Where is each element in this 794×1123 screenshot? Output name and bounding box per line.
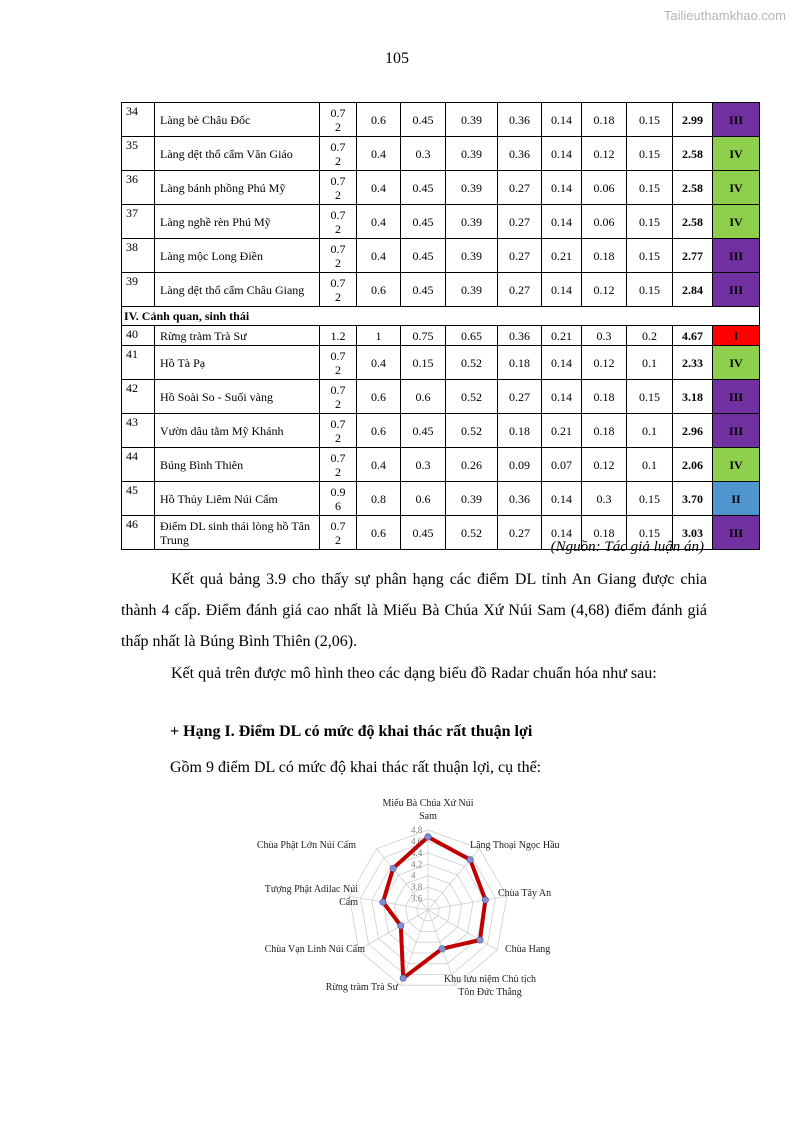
cell-score: 0.27 — [498, 380, 542, 414]
cell-rank: I — [713, 326, 760, 346]
cell-score: 0.45 — [401, 171, 446, 205]
cell-score: 0.7 2 — [320, 346, 357, 380]
cell-score: 0.39 — [446, 205, 498, 239]
category-label: Tượng Phật Adilac Núi Cấm — [264, 884, 358, 908]
cell-score: 0.14 — [542, 516, 582, 550]
cell-score: 0.36 — [498, 137, 542, 171]
cell-score: 0.27 — [498, 171, 542, 205]
watermark: Tailieuthamkhao.com — [663, 8, 786, 23]
cell-score: 0.14 — [542, 137, 582, 171]
cell-score: 0.15 — [627, 380, 673, 414]
data-point — [482, 897, 488, 903]
cell-score: 0.12 — [582, 137, 627, 171]
cell-score: 0.7 2 — [320, 380, 357, 414]
cell-number: 37 — [122, 205, 155, 239]
cell-score: 0.52 — [446, 414, 498, 448]
category-label: Lăng Thoại Ngọc Hầu — [470, 840, 560, 851]
table-row — [122, 346, 760, 380]
cell-score: 0.6 — [357, 516, 401, 550]
cell-score: 0.15 — [627, 103, 673, 137]
cell-score: 1 — [357, 326, 401, 346]
tick-label: 4 — [411, 870, 416, 881]
cell-score: 0.1 — [627, 448, 673, 482]
cell-score: 0.6 — [357, 380, 401, 414]
cell-score: 0.09 — [498, 448, 542, 482]
cell-name: Rừng tràm Trà Sư — [155, 326, 320, 346]
cell-score: 0.39 — [446, 482, 498, 516]
cell-score: 0.18 — [582, 414, 627, 448]
cell-score: 0.36 — [498, 482, 542, 516]
table-row — [122, 239, 760, 273]
cell-score: 0.18 — [582, 239, 627, 273]
data-point — [398, 923, 404, 929]
cell-number: 43 — [122, 414, 155, 448]
cell-name: Làng nghề rèn Phú Mỹ — [155, 205, 320, 239]
cell-score: 0.15 — [627, 239, 673, 273]
cell-name: Hồ Thủy Liêm Núi Cấm — [155, 482, 320, 516]
cell-score: 0.36 — [498, 103, 542, 137]
source-note: (Nguồn: Tác giả luận án) — [550, 539, 704, 555]
cell-score: 0.6 — [357, 414, 401, 448]
cell-name: Làng bè Châu Đốc — [155, 103, 320, 137]
cell-score: 0.21 — [542, 414, 582, 448]
tick-label: 4.8 — [411, 825, 423, 835]
cell-rank: IV — [713, 205, 760, 239]
cell-score: 0.15 — [627, 482, 673, 516]
cell-name: Vườn dâu tằm Mỹ Khánh — [155, 414, 320, 448]
cell-score: 0.4 — [357, 205, 401, 239]
category-label: Chùa Phật Lớn Núi Cấm — [256, 840, 356, 851]
cell-score: 0.12 — [582, 448, 627, 482]
cell-number: 44 — [122, 448, 155, 482]
cell-rank: III — [713, 380, 760, 414]
radar-chart — [250, 792, 610, 1007]
tick-label: 3.8 — [411, 882, 423, 893]
table-row — [122, 171, 760, 205]
cell-rank: IV — [713, 171, 760, 205]
cell-total: 3.03 — [673, 516, 713, 550]
cell-score: 0.15 — [627, 171, 673, 205]
cell-score: 0.21 — [542, 239, 582, 273]
tick-label: 4.4 — [411, 847, 423, 858]
data-point — [425, 834, 431, 840]
cell-score: 0.3 — [401, 448, 446, 482]
cell-name: Hồ Tà Pạ — [155, 346, 320, 380]
cell-score: 0.7 2 — [320, 171, 357, 205]
category-label: Chùa Vạn Linh Núi Cấm — [264, 944, 365, 955]
data-point — [439, 946, 445, 952]
cell-score: 0.2 — [627, 326, 673, 346]
cell-score: 0.65 — [446, 326, 498, 346]
table-row — [122, 273, 760, 307]
cell-score: 0.15 — [627, 516, 673, 550]
cell-score: 0.14 — [542, 482, 582, 516]
cell-total: 2.58 — [673, 205, 713, 239]
category-label: Rừng tràm Trà Sư — [325, 982, 398, 993]
cell-score: 0.7 2 — [320, 239, 357, 273]
cell-score: 0.15 — [627, 273, 673, 307]
cell-name: Điểm DL sinh thái lòng hồ Tân Trung — [155, 516, 320, 550]
cell-rank: III — [713, 273, 760, 307]
cell-score: 0.75 — [401, 326, 446, 346]
cell-score: 0.14 — [542, 205, 582, 239]
cell-score: 0.7 2 — [320, 448, 357, 482]
data-point — [380, 899, 386, 905]
cell-score: 0.6 — [357, 103, 401, 137]
cell-name: Làng mộc Long Điền — [155, 239, 320, 273]
cell-score: 0.1 — [627, 346, 673, 380]
cell-score: 0.7 2 — [320, 205, 357, 239]
cell-total: 2.96 — [673, 414, 713, 448]
cell-score: 0.45 — [401, 414, 446, 448]
cell-score: 0.9 6 — [320, 482, 357, 516]
cell-number: 36 — [122, 171, 155, 205]
cell-score: 0.06 — [582, 205, 627, 239]
cell-total: 2.58 — [673, 137, 713, 171]
cell-name: Búng Bình Thiên — [155, 448, 320, 482]
intro-text: Gồm 9 điểm DL có mức độ khai thác rất thuận lợi, cụ thể: — [170, 759, 542, 776]
cell-score: 0.45 — [401, 205, 446, 239]
cell-score: 0.4 — [357, 448, 401, 482]
table-row — [122, 103, 760, 137]
cell-total: 4.67 — [673, 326, 713, 346]
cell-score: 0.45 — [401, 239, 446, 273]
cell-score: 0.27 — [498, 205, 542, 239]
cell-name: Làng dệt thổ cẩm Văn Giáo — [155, 137, 320, 171]
cell-number: 45 — [122, 482, 155, 516]
paragraph-results: Kết quả bảng 3.9 cho thấy sự phân hạng các điểm DL tỉnh An Giang được chia thành 4 cấp. Điểm đánh giá cao nhất là Miếu Bà Chúa Xứ Núi Sam (4,68) điểm đánh giá thấp nhất là Búng Bình Thiên (2,06). — [121, 571, 707, 650]
cell-score: 0.14 — [542, 380, 582, 414]
table-row — [122, 380, 760, 414]
cell-score: 0.15 — [627, 205, 673, 239]
scoring-table — [121, 102, 760, 550]
cell-score: 0.6 — [357, 273, 401, 307]
cell-number: 46 — [122, 516, 155, 550]
table-row — [122, 414, 760, 448]
cell-number: 38 — [122, 239, 155, 273]
tick-label: 3.6 — [411, 893, 423, 904]
cell-total: 2.06 — [673, 448, 713, 482]
cell-rank: III — [713, 239, 760, 273]
cell-rank: IV — [713, 346, 760, 380]
cell-score: 0.6 — [401, 380, 446, 414]
cell-score: 0.14 — [542, 103, 582, 137]
section-heading: + Hạng I. Điểm DL có mức độ khai thác rất thuận lợi — [170, 723, 533, 740]
cell-number: 34 — [122, 103, 155, 137]
data-point — [400, 975, 406, 981]
cell-name: Làng dệt thổ cẩm Châu Giang — [155, 273, 320, 307]
cell-score: 0.21 — [542, 326, 582, 346]
cell-rank: IV — [713, 137, 760, 171]
cell-score: 0.18 — [582, 103, 627, 137]
cell-score: 0.18 — [498, 346, 542, 380]
cell-score: 0.15 — [401, 346, 446, 380]
cell-total: 3.18 — [673, 380, 713, 414]
cell-score: 0.14 — [542, 273, 582, 307]
cell-score: 0.18 — [498, 414, 542, 448]
cell-score: 0.4 — [357, 137, 401, 171]
cell-number: 42 — [122, 380, 155, 414]
cell-score: 0.36 — [498, 326, 542, 346]
cell-score: 0.7 2 — [320, 137, 357, 171]
page-number: 105 — [385, 50, 409, 67]
cell-score: 0.4 — [357, 171, 401, 205]
tick-label: 4.2 — [411, 859, 423, 870]
tick-label: 4.6 — [411, 836, 423, 847]
cell-score: 0.18 — [582, 380, 627, 414]
cell-score: 0.39 — [446, 273, 498, 307]
cell-score: 0.27 — [498, 273, 542, 307]
cell-score: 0.14 — [542, 171, 582, 205]
cell-score: 0.18 — [582, 516, 627, 550]
cell-number: 39 — [122, 273, 155, 307]
cell-score: 0.15 — [627, 137, 673, 171]
table-row — [122, 326, 760, 346]
table-row — [122, 137, 760, 171]
cell-score: 0.12 — [582, 346, 627, 380]
table-row — [122, 482, 760, 516]
cell-total: 2.58 — [673, 171, 713, 205]
cell-rank: III — [713, 414, 760, 448]
cell-number: 41 — [122, 346, 155, 380]
cell-name: Làng bánh phồng Phú Mỹ — [155, 171, 320, 205]
section-row — [122, 307, 760, 326]
cell-total: 2.99 — [673, 103, 713, 137]
category-label: Chùa Hang — [505, 944, 551, 955]
category-label: Chùa Tây An — [498, 888, 552, 899]
section-title: IV. Cảnh quan, sinh thái — [122, 307, 760, 326]
cell-number: 40 — [122, 326, 155, 346]
cell-rank: IV — [713, 448, 760, 482]
cell-rank: III — [713, 103, 760, 137]
cell-score: 0.45 — [401, 103, 446, 137]
cell-score: 0.39 — [446, 239, 498, 273]
table-row — [122, 205, 760, 239]
cell-score: 0.39 — [446, 137, 498, 171]
table-row — [122, 448, 760, 482]
cell-total: 3.70 — [673, 482, 713, 516]
cell-score: 0.6 — [401, 482, 446, 516]
cell-score: 0.39 — [446, 171, 498, 205]
cell-score: 0.52 — [446, 516, 498, 550]
cell-score: 0.39 — [446, 103, 498, 137]
paragraph-radar-intro: Kết quả trên được mô hình theo các dạng biểu đồ Radar chuẩn hóa như sau: — [171, 665, 657, 682]
category-label: Khu lưu niệm Chủ tịch Tôn Đức Thắng — [443, 974, 537, 998]
cell-rank: II — [713, 482, 760, 516]
cell-total: 2.77 — [673, 239, 713, 273]
cell-score: 0.1 — [627, 414, 673, 448]
cell-score: 0.26 — [446, 448, 498, 482]
data-point — [477, 937, 483, 943]
cell-total: 2.84 — [673, 273, 713, 307]
cell-score: 0.27 — [498, 516, 542, 550]
cell-score: 0.14 — [542, 346, 582, 380]
cell-score: 0.7 2 — [320, 103, 357, 137]
cell-score: 0.3 — [582, 326, 627, 346]
cell-score: 1.2 — [320, 326, 357, 346]
cell-number: 35 — [122, 137, 155, 171]
cell-score: 0.45 — [401, 273, 446, 307]
cell-score: 0.12 — [582, 273, 627, 307]
cell-score: 0.8 — [357, 482, 401, 516]
cell-score: 0.07 — [542, 448, 582, 482]
cell-total: 2.33 — [673, 346, 713, 380]
cell-score: 0.7 2 — [320, 273, 357, 307]
cell-score: 0.27 — [498, 239, 542, 273]
data-point — [467, 857, 473, 863]
cell-score: 0.7 2 — [320, 414, 357, 448]
cell-rank: III — [713, 516, 760, 550]
cell-name: Hồ Soài So - Suối vàng — [155, 380, 320, 414]
cell-score: 0.52 — [446, 380, 498, 414]
cell-score: 0.4 — [357, 239, 401, 273]
cell-score: 0.45 — [401, 516, 446, 550]
cell-score: 0.3 — [582, 482, 627, 516]
data-point — [390, 865, 396, 871]
category-label: Miếu Bà Chúa Xứ Núi Sam — [382, 798, 474, 822]
cell-score: 0.7 2 — [320, 516, 357, 550]
cell-score: 0.3 — [401, 137, 446, 171]
cell-score: 0.4 — [357, 346, 401, 380]
cell-score: 0.06 — [582, 171, 627, 205]
cell-score: 0.52 — [446, 346, 498, 380]
